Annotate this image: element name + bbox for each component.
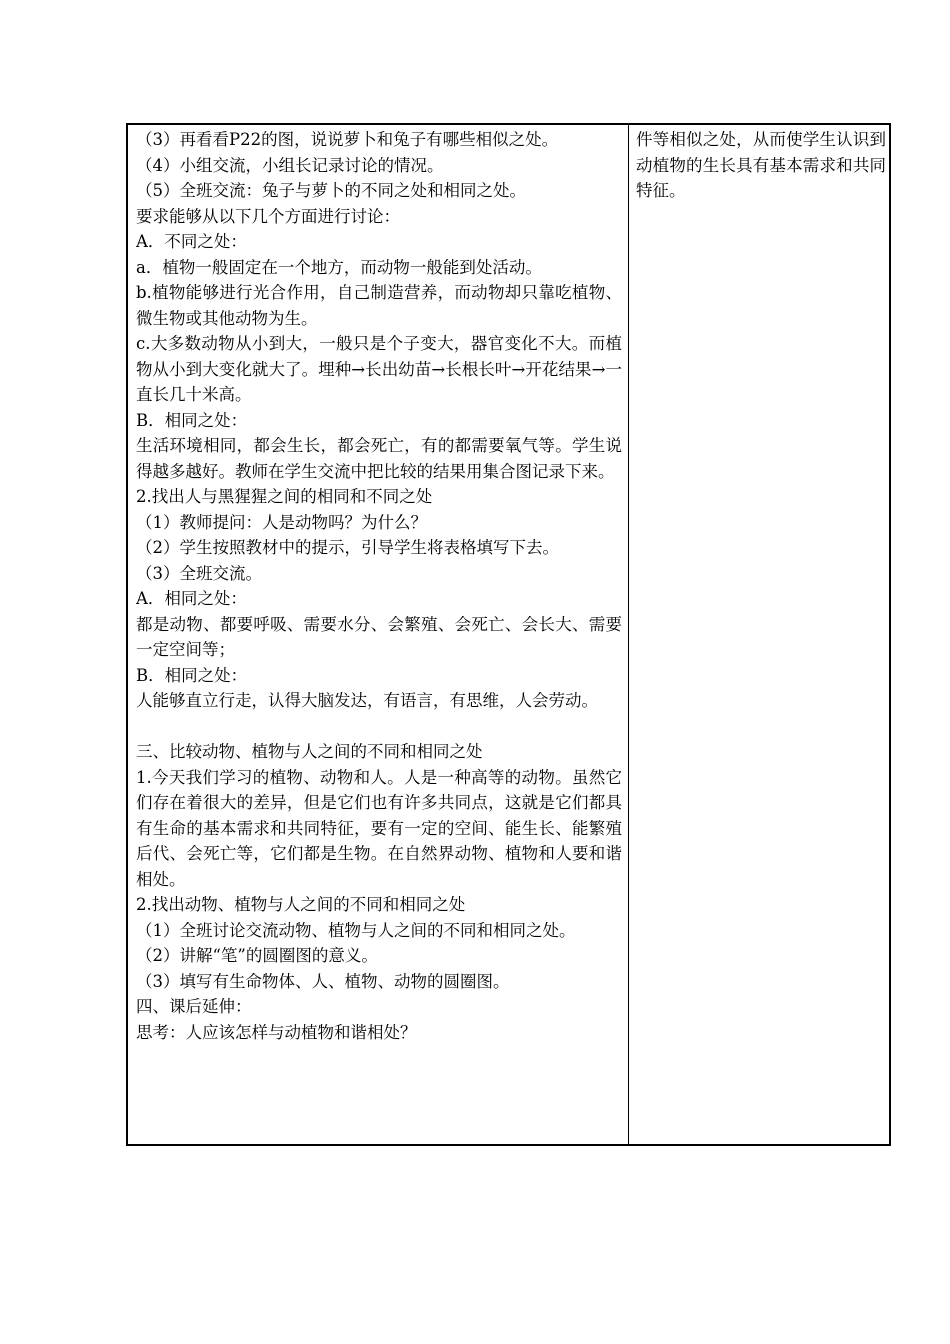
paragraph: b.植物能够进行光合作用，自己制造营养，而动物却只靠吃植物、微生物或其他动物为生。 [136,283,622,328]
paragraph: B．相同之处： [136,665,248,685]
paragraph: （2）学生按照教材中的提示，引导学生将表格填写下去。 [136,538,559,557]
paragraph: B．相同之处： [136,410,248,430]
paragraph: （1）教师提问：人是动物吗？为什么？ [136,512,427,532]
blank-line [136,714,622,740]
paragraph: 1.今天我们学习的植物、动物和人。人是一种高等的动物。虽然它们存在着很大的差异，但是它们也有许多共同点，这就是它们都具有生命的基本需求和共同特征，要有一定的空间、能生长、能繁殖后代、会死亡等，它们都是生物。在自然界动物、植物和人要和谐相处。 [136,767,622,889]
paragraph: （4）小组交流，小组长记录讨论的情况。 [136,155,444,175]
paragraph: 思考：人应该怎样与动植物和谐相处？ [136,1022,417,1042]
lesson-plan-table [126,123,891,1146]
paragraph: （3）再看看P22的图，说说萝卜和兔子有哪些相似之处。 [136,130,559,149]
paragraph: （1）全班讨论交流动物、植物与人之间的不同和相同之处。 [136,920,576,940]
paragraph: 人能够直立行走，认得大脑发达，有语言，有思维，人会劳动。 [136,691,598,710]
paragraph: A．不同之处： [136,232,247,251]
paragraph: a．植物一般固定在一个地方，而动物一般能到处活动。 [136,257,542,277]
section-heading: 四、课后延伸： [136,997,252,1016]
column-divider [628,125,629,1144]
paragraph: （2）讲解“笔”的圆圈图的意义。 [136,946,378,965]
teaching-process-cell [136,127,622,1045]
section-heading: 三、比较动物、植物与人之间的不同和相同之处 [136,742,483,761]
paragraph: 都是动物、都要呼吸、需要水分、会繁殖、会死亡、会长大、需要一定空间等； [136,614,622,659]
paragraph: 2.找出人与黑猩猩之间的相同和不同之处 [136,487,433,506]
paragraph: （5）全班交流：兔子与萝卜的不同之处和相同之处。 [136,181,526,200]
paragraph: 生活环境相同，都会生长，都会死亡，有的都需要氧气等。学生说得越多越好。教师在学生交流中把比较的结果用集合图记录下来。 [136,436,622,481]
design-intent-cell [636,127,886,204]
paragraph: c.大多数动物从小到大，一般只是个子变大，器官变化不大。而植物从小到大变化就大了。埋种→长出幼苗→长根长叶→开花结果→一直长几十米高。 [136,334,622,404]
paragraph: （3）全班交流。 [136,563,262,583]
paragraph: （3）填写有生命物体、人、植物、动物的圆圈图。 [136,971,510,991]
paragraph: 2.找出动物、植物与人之间的不同和相同之处 [136,895,466,914]
design-intent-text: 件等相似之处，从而使学生认识到动植物的生长具有基本需求和共同特征。 [636,130,886,200]
paragraph: A．相同之处： [136,589,247,608]
paragraph: 要求能够从以下几个方面进行讨论： [136,206,400,226]
